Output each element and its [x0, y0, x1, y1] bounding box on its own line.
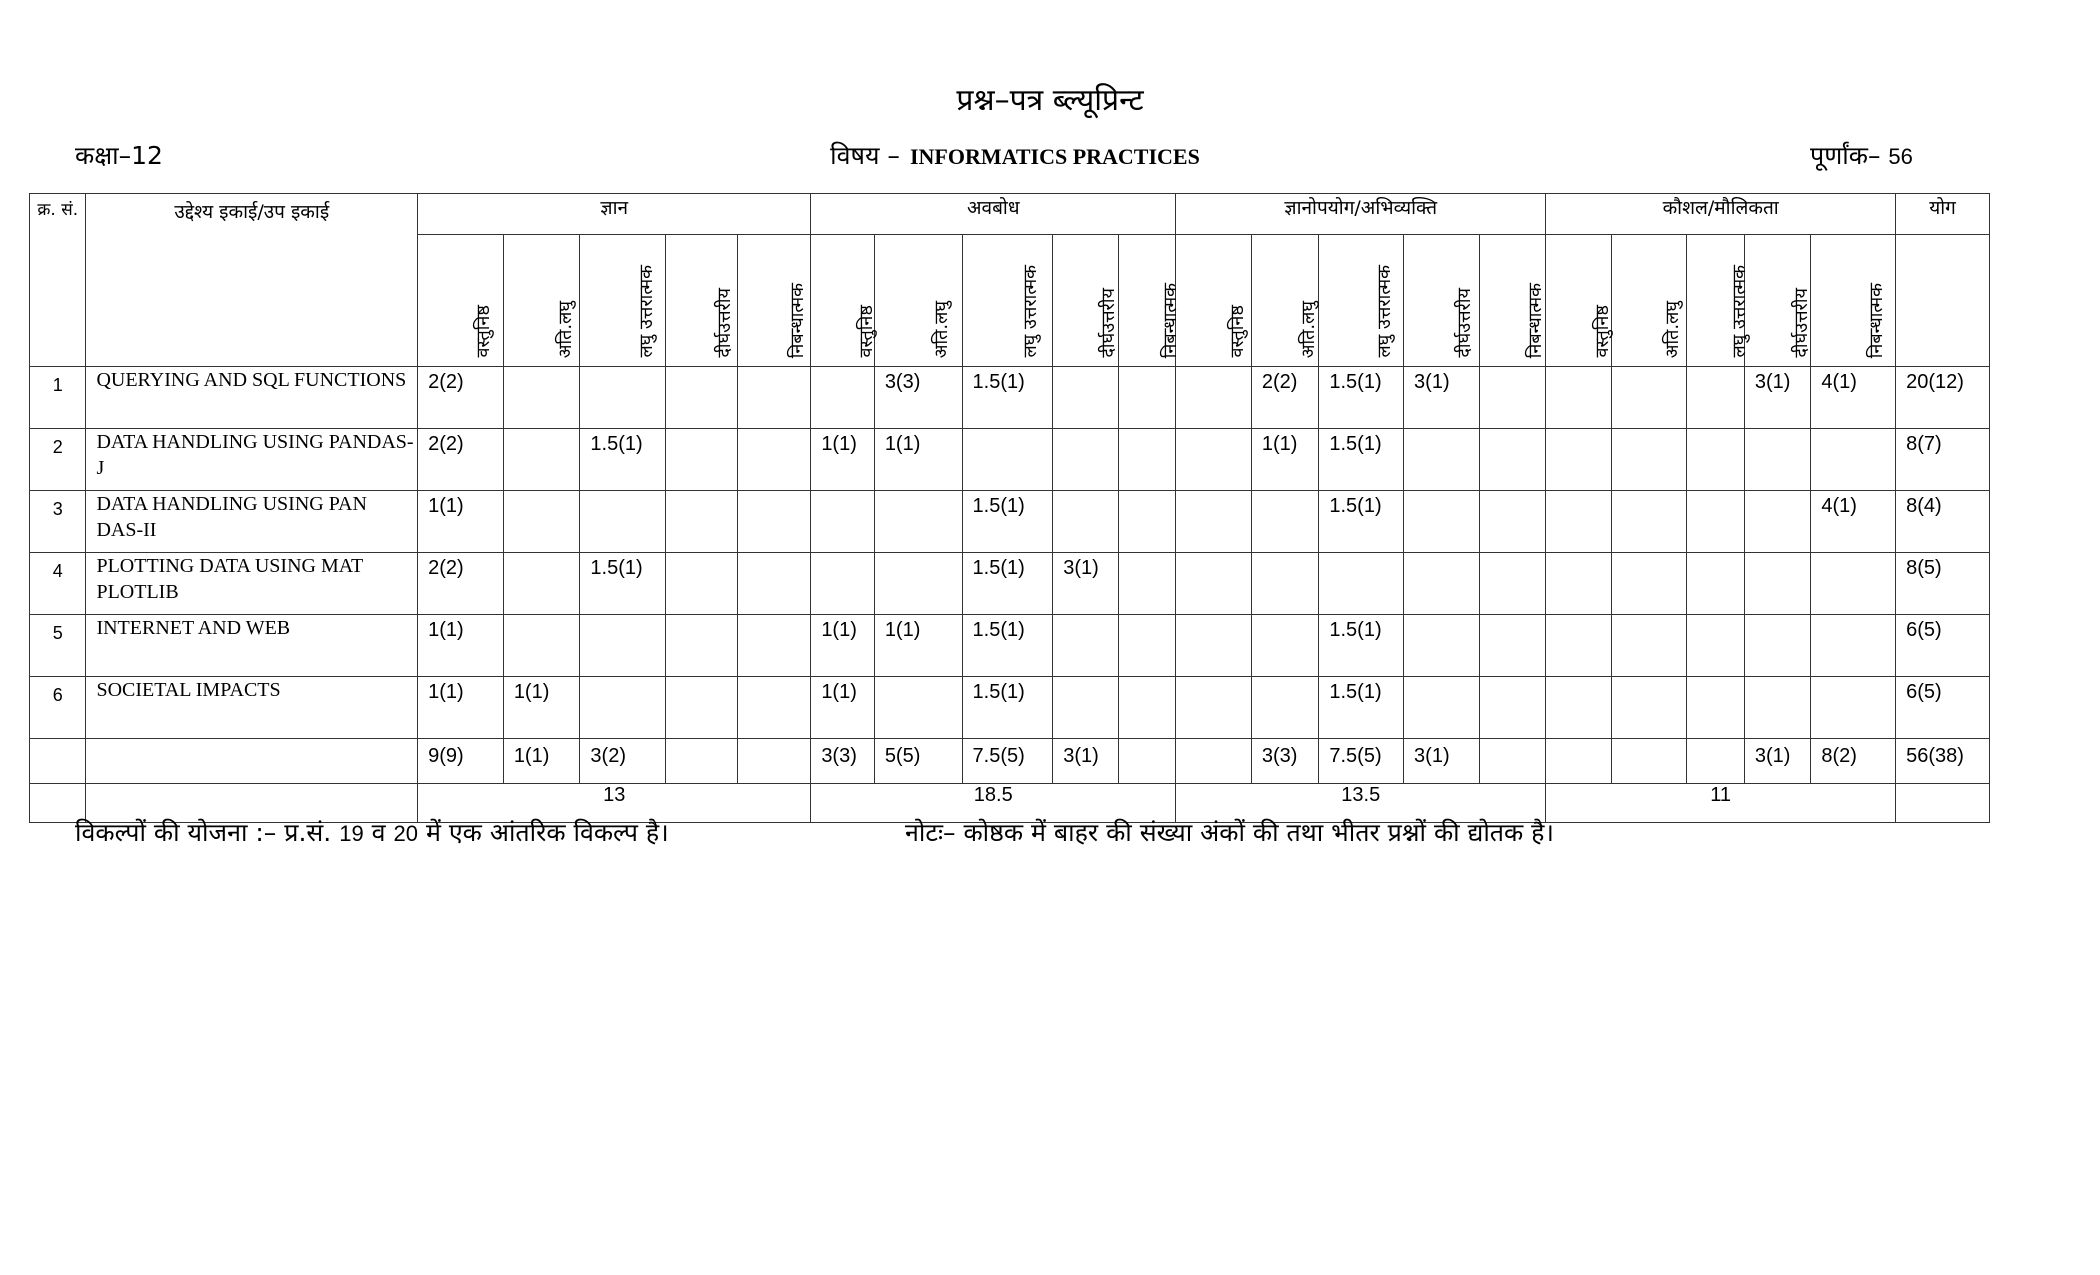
marks-cell: [1744, 615, 1811, 677]
column-subheader: [418, 235, 504, 367]
total-marks-value: 56: [1888, 144, 1913, 169]
sum-cell: 3(2): [580, 739, 666, 784]
unit-name: SOCIETAL IMPACTS: [86, 677, 418, 739]
subject-heading: [0, 138, 2030, 172]
marks-cell: [737, 553, 811, 615]
marks-cell: [1053, 677, 1119, 739]
total-marks-label: पूर्णांक–: [1810, 141, 1881, 170]
options-note: [75, 815, 669, 849]
column-subheader-label: लघु उत्तरात्मक: [1728, 265, 1750, 358]
marks-cell: 1.5(1): [962, 553, 1053, 615]
table-row: [30, 677, 1990, 739]
row-total: 8(4): [1896, 491, 1990, 553]
sn-header: क्र. सं.: [30, 194, 86, 367]
group-header: कौशल/मौलिकता: [1546, 194, 1896, 235]
sum-cell: [1611, 739, 1687, 784]
marks-cell: 1.5(1): [1319, 677, 1404, 739]
marks-cell: 1(1): [418, 677, 504, 739]
marks-cell: [1811, 429, 1896, 491]
column-subheader: [874, 235, 962, 367]
sum-cell: 8(2): [1811, 739, 1896, 784]
column-subheader: [666, 235, 738, 367]
column-subheader-label: वस्तुनिष्ठ: [1591, 305, 1613, 358]
marks-cell: [503, 491, 580, 553]
marks-cell: [666, 491, 738, 553]
marks-cell: [1118, 553, 1175, 615]
marks-cell: [1404, 553, 1480, 615]
marks-cell: 1.5(1): [1319, 491, 1404, 553]
sum-cell: [666, 739, 738, 784]
marks-cell: 1.5(1): [962, 491, 1053, 553]
marks-cell: [737, 429, 811, 491]
marks-cell: 1(1): [811, 615, 875, 677]
row-number: 5: [30, 615, 86, 677]
marks-cell: 1.5(1): [962, 367, 1053, 429]
column-subheader-label: वस्तुनिष्ठ: [855, 305, 877, 358]
column-subheader: [1176, 235, 1252, 367]
marks-cell: [874, 553, 962, 615]
marks-cell: [1611, 677, 1687, 739]
marks-cell: [666, 367, 738, 429]
marks-cell: [1479, 677, 1546, 739]
column-subheader-label: निबन्धात्मक: [1159, 282, 1181, 358]
marks-cell: 2(2): [418, 429, 504, 491]
option-q2: 20: [393, 821, 418, 846]
column-subheader: [1546, 235, 1612, 367]
marks-cell: 1(1): [811, 429, 875, 491]
marks-cell: [1611, 491, 1687, 553]
marks-cell: [1611, 429, 1687, 491]
marks-cell: [737, 367, 811, 429]
sum-cell: 3(1): [1744, 739, 1811, 784]
unit-name: DATA HANDLING USING PANDAS-J: [86, 429, 418, 491]
marks-cell: [1811, 553, 1896, 615]
row-number: 4: [30, 553, 86, 615]
marks-cell: 1.5(1): [1319, 367, 1404, 429]
marks-cell: [1404, 491, 1480, 553]
marks-cell: [1744, 429, 1811, 491]
sum-blank: [86, 739, 418, 784]
sum-cell: 3(3): [1251, 739, 1319, 784]
column-subheader-label: लघु उत्तरात्मक: [1020, 265, 1042, 358]
sum-cell: 3(3): [811, 739, 875, 784]
marks-cell: 2(2): [1251, 367, 1319, 429]
marks-cell: [1611, 367, 1687, 429]
marks-cell: [1053, 367, 1119, 429]
marks-cell: [1251, 491, 1319, 553]
marks-cell: [811, 553, 875, 615]
table-row: [30, 429, 1990, 491]
marks-cell: [1811, 615, 1896, 677]
marks-cell: 4(1): [1811, 367, 1896, 429]
subject-name: INFORMATICS PRACTICES: [909, 144, 1200, 169]
marks-cell: [1118, 615, 1175, 677]
marks-cell: [666, 429, 738, 491]
marks-cell: [1546, 615, 1612, 677]
marks-cell: [1687, 491, 1744, 553]
options-conj: व: [371, 818, 386, 847]
column-subheader: [1744, 235, 1811, 367]
column-subheader-label: लघु उत्तरात्मक: [1374, 265, 1396, 358]
column-subheader-label: लघु उत्तरात्मक: [635, 265, 657, 358]
marks-cell: [1687, 367, 1744, 429]
marks-cell: [580, 677, 666, 739]
marks-cell: [1744, 553, 1811, 615]
marks-cell: 1.5(1): [962, 677, 1053, 739]
group-total: 11: [1546, 784, 1896, 823]
marks-cell: [1251, 677, 1319, 739]
marks-cell: [1687, 677, 1744, 739]
marks-cell: [811, 367, 875, 429]
marks-cell: 1.5(1): [1319, 615, 1404, 677]
group-header: ज्ञान: [418, 194, 811, 235]
column-subheader: [1611, 235, 1687, 367]
column-subheader-label: वस्तुनिष्ठ: [1226, 305, 1248, 358]
row-total: 8(7): [1896, 429, 1990, 491]
marks-cell: [1687, 553, 1744, 615]
subject-label: विषय –: [830, 141, 900, 170]
marks-cell: [580, 367, 666, 429]
marks-cell: [503, 367, 580, 429]
marks-cell: 1.5(1): [962, 615, 1053, 677]
options-text-b: में एक आंतरिक विकल्प है।: [425, 818, 669, 847]
marks-cell: [1118, 677, 1175, 739]
unit-name: PLOTTING DATA USING MAT PLOTLIB: [86, 553, 418, 615]
sum-cell: 1(1): [503, 739, 580, 784]
sum-cell: 7.5(5): [1319, 739, 1404, 784]
marks-cell: 2(2): [418, 553, 504, 615]
column-subheader: [1811, 235, 1896, 367]
row-number: 1: [30, 367, 86, 429]
sum-cell: 3(1): [1053, 739, 1119, 784]
marks-cell: [503, 429, 580, 491]
marks-cell: [1687, 429, 1744, 491]
marks-cell: [1687, 615, 1744, 677]
grand-total: 56(38): [1896, 739, 1990, 784]
marks-cell: 1.5(1): [1319, 429, 1404, 491]
bracket-note: नोटः– कोष्ठक में बाहर की संख्या अंकों की तथा भीतर प्रश्नों की द्योतक है।: [905, 818, 1554, 847]
marks-cell: [1744, 491, 1811, 553]
marks-cell: [737, 677, 811, 739]
column-subheader-label: अति.लघु: [554, 300, 576, 358]
sum-cell: [1546, 739, 1612, 784]
column-subheader: [1251, 235, 1319, 367]
marks-cell: [666, 615, 738, 677]
column-subheader-label: निबन्धात्मक: [786, 282, 808, 358]
sum-cell: [737, 739, 811, 784]
marks-cell: [1053, 429, 1119, 491]
class-label: कक्षा–12: [75, 141, 163, 170]
marks-cell: [1053, 615, 1119, 677]
marks-cell: [1546, 677, 1612, 739]
marks-cell: [1176, 367, 1252, 429]
marks-cell: 2(2): [418, 367, 504, 429]
option-q1: 19: [339, 821, 364, 846]
sum-cell: [1176, 739, 1252, 784]
column-subheader: [1479, 235, 1546, 367]
page-title: प्रश्न–पत्र ब्ल्यूप्रिन्ट: [956, 83, 1144, 118]
marks-cell: 1(1): [418, 615, 504, 677]
unit-name: QUERYING AND SQL FUNCTIONS: [86, 367, 418, 429]
column-subheader: [1687, 235, 1750, 367]
sum-cell: [1118, 739, 1175, 784]
marks-cell: [1479, 367, 1546, 429]
marks-cell: [1404, 429, 1480, 491]
marks-cell: [1251, 553, 1319, 615]
sum-cell: [1479, 739, 1546, 784]
marks-cell: [1479, 429, 1546, 491]
total-subheader-blank: [1896, 235, 1990, 367]
marks-cell: [1176, 615, 1252, 677]
column-subheader-label: अति.लघु: [1662, 300, 1684, 358]
column-subheader-label: वस्तुनिष्ठ: [473, 305, 495, 358]
column-subheader: [811, 235, 875, 367]
marks-cell: [1546, 553, 1612, 615]
column-subheader-label: अति.लघु: [931, 300, 953, 358]
column-subheader-label: अति.लघु: [1298, 300, 1320, 358]
row-total: 8(5): [1896, 553, 1990, 615]
marks-cell: 1(1): [503, 677, 580, 739]
marks-cell: [1118, 367, 1175, 429]
row-number: 6: [30, 677, 86, 739]
marks-cell: 1(1): [1251, 429, 1319, 491]
table-body: [30, 367, 1990, 823]
column-subheader: [1118, 235, 1181, 367]
column-subheader-label: निबन्धात्मक: [1866, 282, 1888, 358]
sum-cell: 7.5(5): [962, 739, 1053, 784]
marks-cell: 3(3): [874, 367, 962, 429]
marks-cell: [737, 491, 811, 553]
marks-cell: 3(1): [1404, 367, 1480, 429]
column-subheader-label: दीर्घउत्तरीय: [1790, 288, 1812, 358]
marks-cell: 1(1): [874, 429, 962, 491]
marks-cell: [737, 615, 811, 677]
row-total: 6(5): [1896, 615, 1990, 677]
marks-cell: [1546, 367, 1612, 429]
marks-cell: [1053, 491, 1119, 553]
sum-cell: 9(9): [418, 739, 504, 784]
marks-cell: [580, 615, 666, 677]
marks-cell: 1(1): [874, 615, 962, 677]
marks-cell: [1546, 429, 1612, 491]
total-marks: [1810, 138, 1913, 172]
marks-cell: [1176, 553, 1252, 615]
group-total: 13.5: [1176, 784, 1546, 823]
column-subheader: [737, 235, 811, 367]
sum-cell: 3(1): [1404, 739, 1480, 784]
marks-cell: [1479, 615, 1546, 677]
column-subheader: [580, 235, 666, 367]
group-header: ज्ञानोपयोग/अभिव्यक्ति: [1176, 194, 1546, 235]
unit-name: INTERNET AND WEB: [86, 615, 418, 677]
column-subheader: [1404, 235, 1480, 367]
unit-header: उद्देश्य इकाई/उप इकाई: [86, 194, 418, 367]
column-subheader-label: निबन्धात्मक: [1525, 282, 1547, 358]
marks-cell: [1176, 677, 1252, 739]
column-subheader: [1053, 235, 1119, 367]
marks-cell: [874, 677, 962, 739]
row-total: 6(5): [1896, 677, 1990, 739]
marks-cell: [666, 677, 738, 739]
marks-cell: [1811, 677, 1896, 739]
marks-cell: [1118, 429, 1175, 491]
marks-cell: [1251, 615, 1319, 677]
sum-blank: [30, 739, 86, 784]
marks-cell: 1.5(1): [580, 553, 666, 615]
marks-cell: [1611, 615, 1687, 677]
marks-cell: 1(1): [418, 491, 504, 553]
marks-cell: [811, 491, 875, 553]
table-row: [30, 553, 1990, 615]
marks-cell: [1176, 429, 1252, 491]
column-subheader: [503, 235, 580, 367]
marks-cell: [874, 491, 962, 553]
column-subheader: [962, 235, 1053, 367]
table-row: [30, 491, 1990, 553]
column-subheader-label: दीर्घउत्तरीय: [1098, 288, 1120, 358]
row-total: 20(12): [1896, 367, 1990, 429]
marks-cell: [503, 553, 580, 615]
marks-cell: [1404, 677, 1480, 739]
table-row: [30, 367, 1990, 429]
marks-cell: [1176, 491, 1252, 553]
row-number: 2: [30, 429, 86, 491]
marks-cell: [580, 491, 666, 553]
sum-cell: 5(5): [874, 739, 962, 784]
group-header: अवबोध: [811, 194, 1176, 235]
marks-cell: 3(1): [1744, 367, 1811, 429]
column-subheader-label: दीर्घउत्तरीय: [714, 288, 736, 358]
row-number: 3: [30, 491, 86, 553]
marks-cell: [1479, 491, 1546, 553]
marks-cell: [1744, 677, 1811, 739]
marks-cell: [1404, 615, 1480, 677]
options-text-a: विकल्पों की योजना :– प्र.सं.: [75, 818, 332, 847]
unit-name: DATA HANDLING USING PAN DAS-II: [86, 491, 418, 553]
marks-cell: [962, 429, 1053, 491]
group-total: 13: [418, 784, 811, 823]
column-subheader: [1319, 235, 1404, 367]
table-row: [30, 615, 1990, 677]
group-total: 18.5: [811, 784, 1176, 823]
marks-cell: [1319, 553, 1404, 615]
marks-cell: [503, 615, 580, 677]
sum-cell: [1687, 739, 1744, 784]
blueprint-table: [29, 193, 1990, 823]
sum-row: [30, 739, 1990, 784]
total-header: योग: [1896, 194, 1990, 235]
marks-cell: 4(1): [1811, 491, 1896, 553]
marks-cell: [1479, 553, 1546, 615]
marks-cell: [1546, 491, 1612, 553]
group-total-blank: [1896, 784, 1990, 823]
marks-cell: [666, 553, 738, 615]
column-subheader-label: दीर्घउत्तरीय: [1454, 288, 1476, 358]
marks-cell: 1.5(1): [580, 429, 666, 491]
marks-cell: [1118, 491, 1175, 553]
marks-cell: 3(1): [1053, 553, 1119, 615]
marks-cell: 1(1): [811, 677, 875, 739]
marks-cell: [1611, 553, 1687, 615]
